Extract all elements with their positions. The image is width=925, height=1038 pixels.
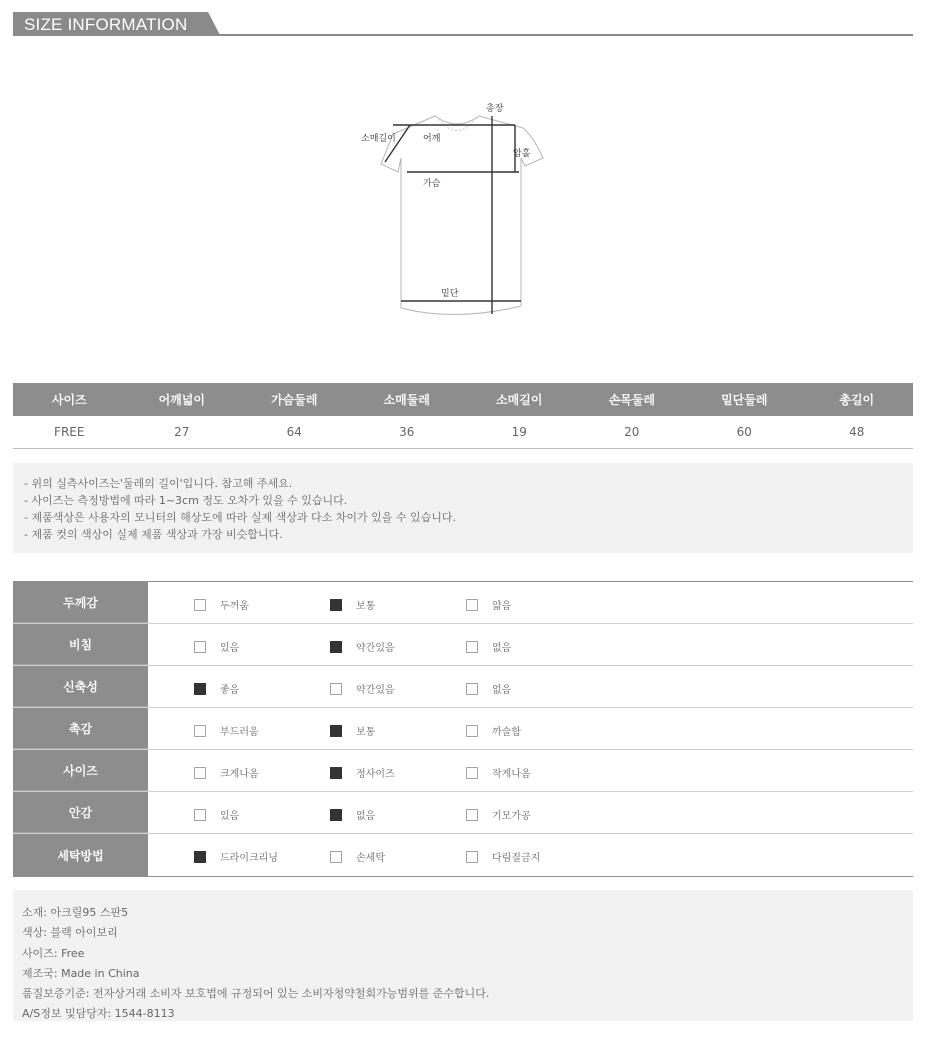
- table-cell: 19: [463, 416, 576, 448]
- attribute-label: 신축성: [13, 666, 148, 707]
- attribute-options: [148, 624, 913, 665]
- attribute-option: [330, 681, 395, 696]
- attribute-option: [194, 723, 259, 738]
- attribute-option: [194, 639, 239, 654]
- attribute-option: [466, 849, 540, 864]
- attribute-option: [330, 807, 375, 822]
- option-label: 없음: [356, 811, 376, 822]
- checked-box-icon: [330, 725, 342, 737]
- option-label: 손세탁: [356, 853, 385, 864]
- option-label: 없음: [492, 643, 512, 654]
- label-total-length: 총장: [486, 104, 504, 114]
- unchecked-box-icon: [194, 725, 206, 737]
- table-cell: 20: [576, 416, 689, 448]
- attribute-options: [148, 834, 913, 876]
- notes-panel: [13, 463, 913, 553]
- attribute-row: [13, 708, 913, 750]
- option-label: 보통: [356, 601, 376, 612]
- unchecked-box-icon: [330, 683, 342, 695]
- option-label: 부드러움: [220, 727, 259, 738]
- table-cell: 60: [688, 416, 801, 448]
- attribute-label: 안감: [13, 792, 148, 833]
- size-table-header-row: [13, 383, 913, 416]
- unchecked-box-icon: [194, 599, 206, 611]
- attribute-option: [194, 807, 239, 822]
- attribute-row: [13, 792, 913, 834]
- unchecked-box-icon: [194, 641, 206, 653]
- unchecked-box-icon: [466, 851, 478, 863]
- label-armhole: 암홀: [513, 149, 531, 159]
- unchecked-box-icon: [194, 767, 206, 779]
- col-header: 가슴둘레: [238, 383, 351, 416]
- table-cell: 27: [126, 416, 239, 448]
- product-info-panel: [13, 890, 913, 1021]
- col-header: 사이즈: [13, 383, 126, 416]
- label-shoulder: 어깨: [423, 134, 441, 144]
- note-line: - 제품색상은 사용자의 모니터의 해상도에 따라 실제 색상과 다소 차이가 있을 수 있습니다.: [24, 511, 456, 524]
- attribute-label: 사이즈: [13, 750, 148, 791]
- attribute-label: 촉감: [13, 708, 148, 749]
- info-line: A/S정보 및담당자: 1544-8113: [22, 1007, 175, 1021]
- info-line: 소재: 아크릴95 스판5: [22, 906, 129, 919]
- table-cell: 48: [801, 416, 914, 448]
- col-header: 어깨넓이: [126, 383, 239, 416]
- attribute-options: [148, 750, 913, 791]
- attribute-option: [330, 639, 395, 654]
- attribute-option: [194, 765, 259, 780]
- attribute-label: 두께감: [13, 582, 148, 623]
- attribute-options: [148, 666, 913, 707]
- attribute-option: [194, 849, 278, 864]
- attribute-option: [466, 765, 531, 780]
- unchecked-box-icon: [466, 599, 478, 611]
- attribute-label: 세탁방법: [13, 834, 148, 876]
- option-label: 좋음: [220, 685, 240, 696]
- attribute-options: [148, 792, 913, 833]
- attribute-row: [13, 750, 913, 792]
- option-label: 다림질금지: [492, 853, 541, 864]
- info-line: 사이즈: Free: [22, 946, 85, 960]
- col-header: 밑단둘레: [688, 383, 801, 416]
- garment-diagram: [355, 96, 555, 326]
- attribute-option: [466, 681, 511, 696]
- unchecked-box-icon: [466, 809, 478, 821]
- unchecked-box-icon: [194, 809, 206, 821]
- option-label: 작게나옴: [492, 769, 531, 780]
- note-line: - 사이즈는 측정방법에 따라 1~3cm 정도 오차가 있을 수 있습니다.: [24, 494, 348, 507]
- attribute-options: [148, 708, 913, 749]
- attribute-label: 비침: [13, 624, 148, 665]
- attribute-row: [13, 666, 913, 708]
- section-header: [13, 12, 913, 36]
- header-tab: [13, 12, 208, 35]
- attribute-option: [330, 849, 385, 864]
- attribute-row: [13, 624, 913, 666]
- checked-box-icon: [194, 683, 206, 695]
- unchecked-box-icon: [466, 641, 478, 653]
- note-line: - 위의 실측사이즈는'둘레의 길이'입니다. 참고해 주세요.: [24, 477, 293, 490]
- col-header: 소매둘레: [351, 383, 464, 416]
- checked-box-icon: [194, 851, 206, 863]
- checked-box-icon: [330, 809, 342, 821]
- attribute-option: [466, 723, 521, 738]
- attribute-option: [330, 723, 375, 738]
- col-header: 소매길이: [463, 383, 576, 416]
- info-line: 품질보증기준: 전자상거래 소비자 보호법에 규정되어 있는 소비자청약철회가능범위를 준수합니다.: [22, 987, 490, 1001]
- attribute-option: [466, 639, 511, 654]
- attribute-option: [194, 597, 249, 612]
- option-label: 까슬함: [492, 727, 521, 738]
- unchecked-box-icon: [466, 683, 478, 695]
- info-line: 색상: 블랙 아이보리: [22, 926, 118, 940]
- option-label: 기모가공: [492, 811, 531, 822]
- option-label: 약간있음: [356, 685, 395, 696]
- checked-box-icon: [330, 767, 342, 779]
- table-cell: 64: [238, 416, 351, 448]
- label-sleeve-length: 소매길이: [361, 134, 396, 144]
- col-header: 손목둘레: [576, 383, 689, 416]
- option-label: 약간있음: [356, 643, 395, 654]
- attribute-table: [13, 581, 913, 877]
- attribute-option: [466, 807, 531, 822]
- unchecked-box-icon: [330, 851, 342, 863]
- attribute-options: [148, 582, 913, 623]
- option-label: 드라이크리닝: [220, 853, 278, 864]
- attribute-option: [194, 681, 239, 696]
- unchecked-box-icon: [466, 767, 478, 779]
- info-line: 제조국: Made in China: [22, 966, 140, 980]
- option-label: 있음: [220, 643, 240, 654]
- attribute-row: [13, 582, 913, 624]
- option-label: 보통: [356, 727, 376, 738]
- col-header: 총길이: [801, 383, 914, 416]
- unchecked-box-icon: [466, 725, 478, 737]
- checked-box-icon: [330, 599, 342, 611]
- section-title: SIZE INFORMATION: [24, 15, 188, 34]
- label-chest: 가슴: [423, 179, 441, 189]
- note-line: - 제품 컷의 색상이 실제 제품 색상과 가장 비슷합니다.: [24, 528, 283, 541]
- attribute-option: [330, 597, 375, 612]
- checked-box-icon: [330, 641, 342, 653]
- table-row: [13, 416, 913, 448]
- option-label: 두꺼움: [220, 601, 249, 612]
- option-label: 없음: [492, 685, 512, 696]
- option-label: 크게나옴: [220, 769, 259, 780]
- size-table: [13, 383, 913, 449]
- label-hem: 밑단: [441, 289, 459, 299]
- attribute-option: [330, 765, 395, 780]
- option-label: 있음: [220, 811, 240, 822]
- table-cell: 36: [351, 416, 464, 448]
- table-cell: FREE: [13, 416, 126, 448]
- option-label: 정사이즈: [356, 769, 395, 780]
- attribute-row: [13, 834, 913, 876]
- attribute-option: [466, 597, 511, 612]
- option-label: 얇음: [492, 601, 512, 612]
